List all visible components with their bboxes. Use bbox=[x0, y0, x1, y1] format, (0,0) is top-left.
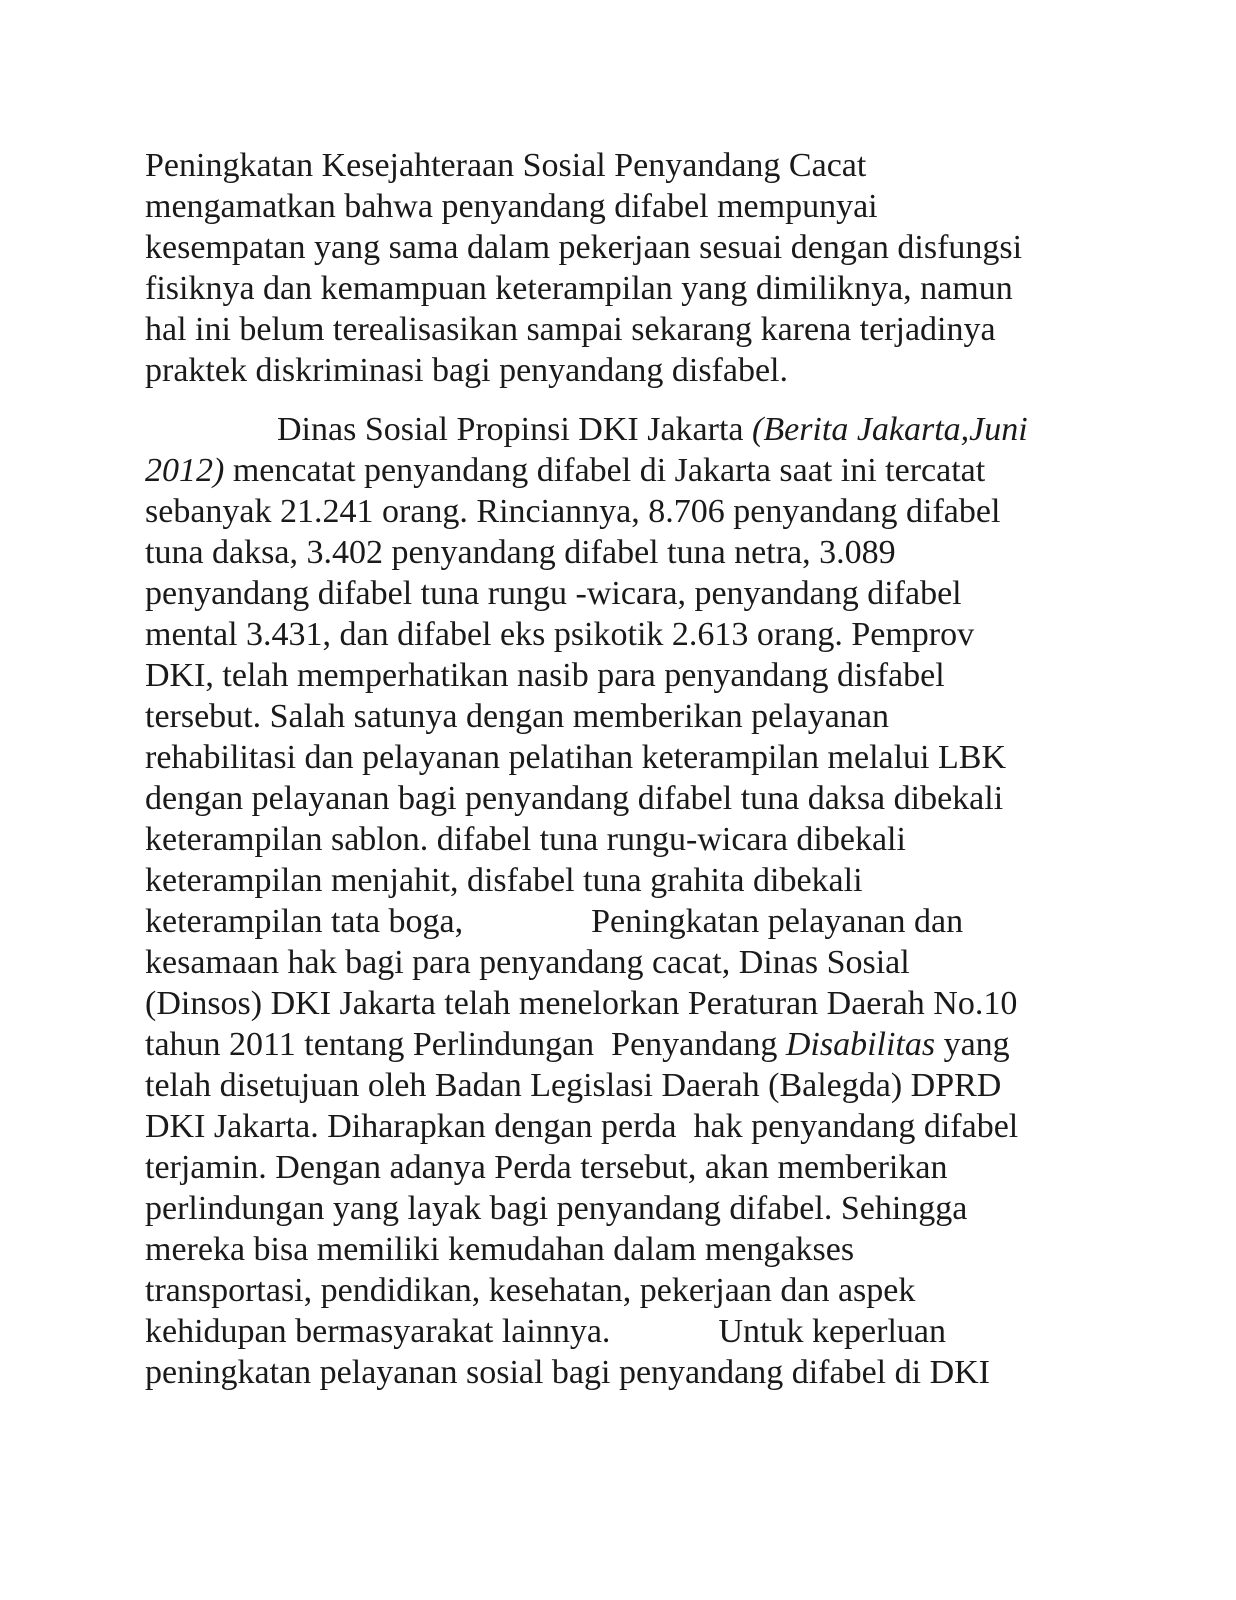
citation-italic: 2012) bbox=[145, 452, 225, 489]
text-line: kesempatan yang sama dalam pekerjaan sesuai dengan disfungsi bbox=[145, 229, 1023, 266]
text-line bbox=[145, 1024, 1105, 1065]
text-line: (Dinsos) DKI Jakarta telah menelorkan Peraturan Daerah No.10 bbox=[145, 985, 1018, 1022]
text-run: kehidupan bermasyarakat lainnya. bbox=[145, 1313, 611, 1350]
text-run: Untuk keperluan bbox=[718, 1313, 946, 1350]
citation-italic: (Berita Jakarta,Juni bbox=[752, 411, 1028, 448]
text-line: DKI Jakarta. Diharapkan dengan perda hak penyandang difabel bbox=[145, 1108, 1019, 1145]
text-line: perlindungan yang layak bagi penyandang difabel. Sehingga bbox=[145, 1190, 968, 1227]
text-line bbox=[145, 450, 1105, 491]
text-line: telah disetujuan oleh Badan Legislasi Daerah (Balegda) DPRD bbox=[145, 1067, 1002, 1104]
text-line: sebanyak 21.241 orang. Rinciannya, 8.706 penyandang difabel bbox=[145, 493, 1001, 530]
text-line: peningkatan pelayanan sosial bagi penyandang difabel di DKI bbox=[145, 1354, 991, 1391]
text-line: rehabilitasi dan pelayanan pelatihan keterampilan melalui LBK bbox=[145, 739, 1007, 776]
body-text bbox=[145, 145, 1105, 1393]
text-line bbox=[145, 1311, 1105, 1352]
text-line: kesamaan hak bagi para penyandang cacat, Dinas Sosial bbox=[145, 944, 910, 981]
text-line: Peningkatan Kesejahteraan Sosial Penyandang Cacat bbox=[145, 147, 867, 184]
text-line: keterampilan menjahit, disfabel tuna grahita dibekali bbox=[145, 862, 863, 899]
text-line: terjamin. Dengan adanya Perda tersebut, akan memberikan bbox=[145, 1149, 948, 1186]
term-italic: Disabilitas bbox=[785, 1026, 936, 1063]
text-run: yang bbox=[935, 1026, 1010, 1063]
text-run: mencatat penyandang difabel di Jakarta saat ini tercatat bbox=[224, 452, 986, 489]
text-line: hal ini belum terealisasikan sampai sekarang karena terjadinya bbox=[145, 311, 996, 348]
text-line bbox=[145, 409, 1105, 450]
text-line: mengamatkan bahwa penyandang difabel mempunyai bbox=[145, 188, 878, 225]
text-line: mereka bisa memiliki kemudahan dalam mengakses bbox=[145, 1231, 855, 1268]
text-line bbox=[145, 901, 1105, 942]
text-line: penyandang difabel tuna rungu -wicara, penyandang difabel bbox=[145, 575, 962, 612]
text-run: Dinas Sosial Propinsi DKI Jakarta bbox=[277, 411, 753, 448]
text-run: keterampilan tata boga, bbox=[145, 903, 464, 940]
text-run: tahun 2011 tentang Perlindungan Penyandang bbox=[145, 1026, 786, 1063]
text-line: fisiknya dan kemampuan keterampilan yang dimiliknya, namun bbox=[145, 270, 1013, 307]
text-line: tersebut. Salah satunya dengan memberikan pelayanan bbox=[145, 698, 889, 735]
text-line: keterampilan sablon. difabel tuna rungu-wicara dibekali bbox=[145, 821, 906, 858]
text-line: tuna daksa, 3.402 penyandang difabel tuna netra, 3.089 bbox=[145, 534, 896, 571]
text-run: Peningkatan pelayanan dan bbox=[591, 903, 964, 940]
text-line: praktek diskriminasi bagi penyandang disfabel. bbox=[145, 352, 788, 389]
text-line: mental 3.431, dan difabel eks psikotik 2.613 orang. Pemprov bbox=[145, 616, 975, 653]
text-line: transportasi, pendidikan, kesehatan, pekerjaan dan aspek bbox=[145, 1272, 916, 1309]
paragraph-gap bbox=[145, 391, 1105, 409]
text-line: DKI, telah memperhatikan nasib para penyandang disfabel bbox=[145, 657, 945, 694]
text-line: dengan pelayanan bagi penyandang difabel tuna daksa dibekali bbox=[145, 780, 1004, 817]
